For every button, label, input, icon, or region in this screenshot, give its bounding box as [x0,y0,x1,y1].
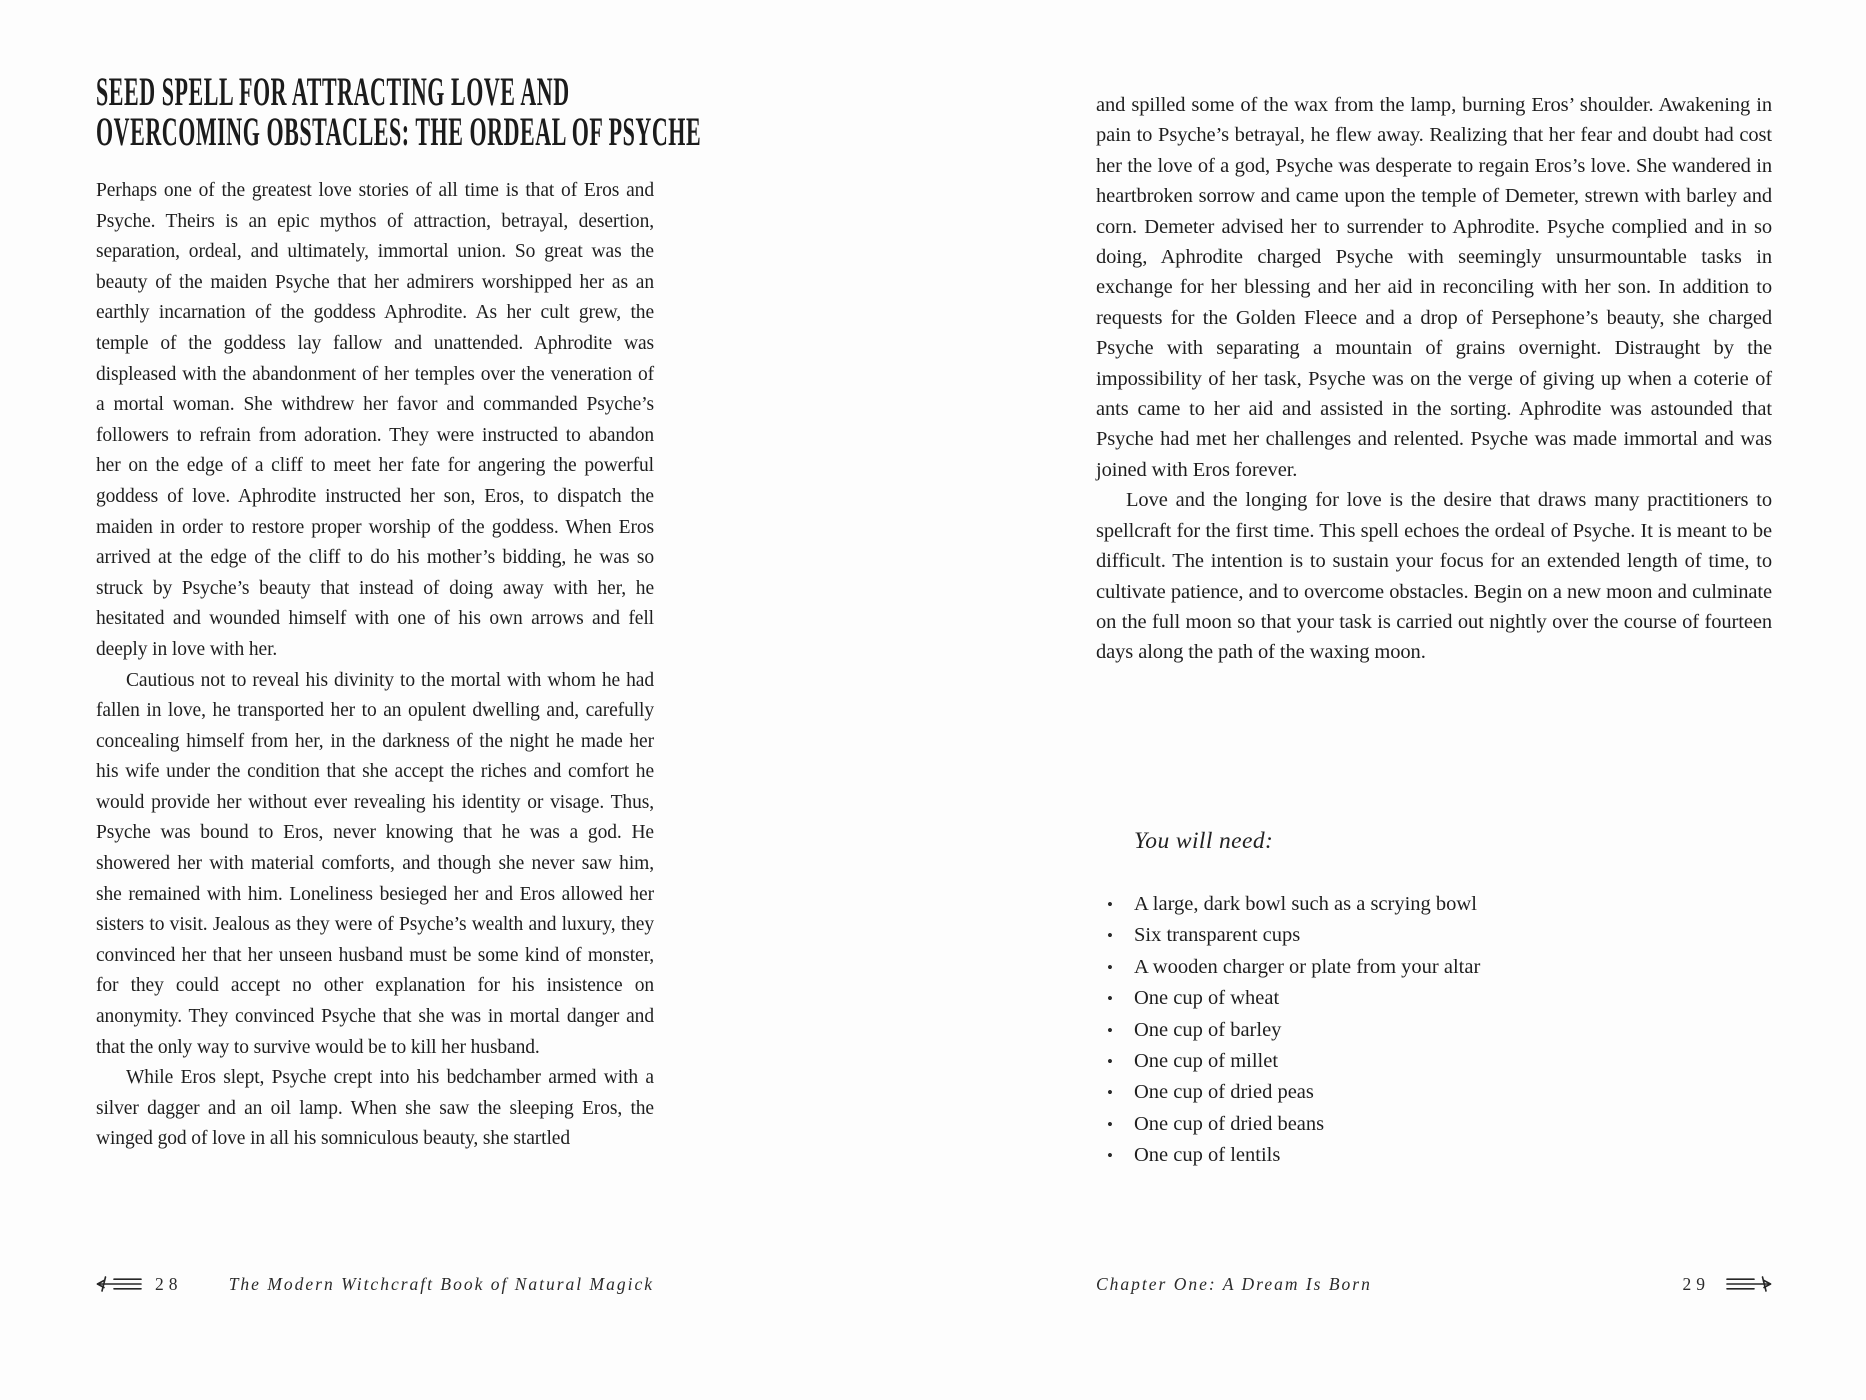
page-left [96,69,702,1155]
heading-line-1: SEED SPELL FOR ATTRACTING LOVE AND [96,69,570,114]
page-number: 28 [155,1273,183,1294]
paragraph: Cautious not to reveal his divinity to the mortal with whom he had fallen in love, he transported her to an opulent dwelling and, carefully concealing himself from her, in the darkness of the night he made her his wife under the condition that she accept the riches and comfort he would provide her without ever revealing his identity or visage. Thus, Psyche was bound to Eros, never knowing that he was a god. He showered her with material comforts, and though she never saw him, she remained with him. Loneliness besieged her and Eros allowed her sisters to visit. Jealous as they were of Psyche’s wealth and luxury, they convinced her that her unseen husband must be some kind of monster, for they could accept no other explanation for his insistence on anonymity. They convinced Psyche that she was in mortal danger and that the only way to survive would be to kill her husband. [96,669,654,1058]
list-item: • One cup of millet [1096,1046,1772,1077]
supplies-list [1096,889,1772,1172]
page-number: 29 [1682,1273,1710,1294]
list-item: • One cup of lentils [1096,1140,1772,1171]
list-item: • One cup of dried beans [1096,1109,1772,1140]
list-item: • A wooden charger or plate from your altar [1096,952,1772,983]
heading-line-2: OVERCOMING OBSTACLES: THE ORDEAL OF PSYCHE [96,109,702,154]
list-item: • One cup of barley [1096,1015,1772,1046]
arrow-left-ornament-icon [96,1275,142,1293]
footer-right [1096,1270,1772,1298]
paragraph: and spilled some of the wax from the lamp, burning Eros’ shoulder. Awakening in pain to Psyche’s betrayal, he flew away. Realizing that her fear and doubt had cost her the love of a god, Psyche was desperate to regain Eros’s love. She wandered in heartbroken sorrow and came upon the temple of Demeter, strewn with barley and corn. Demeter advised her to surrender to Aphrodite. Psyche complied and in so doing, Aphrodite charged Psyche with seemingly unsurmountable tasks in exchange for her blessing and her aid in reconciling with her son. In addition to requests for the Golden Fleece and a drop of Persephone’s beauty, she charged Psyche with separating a mountain of grains overnight. Distraught by the impossibility of her task, Psyche was on the verge of giving up when a coterie of ants came to her aid and assisted in the sorting. Aphrodite was astounded that Psyche had met her challenges and relented. Psyche was made immortal and was joined with Eros forever. [1096,94,1772,481]
arrow-right-ornament-icon [1726,1275,1772,1293]
you-will-need-heading: You will need: [1134,828,1274,854]
book-title: The Modern Witchcraft Book of Natural Magick [228,1273,654,1294]
paragraph: While Eros slept, Psyche crept into his bedchamber armed with a silver dagger and an oil lamp. When she saw the sleeping Eros, the winged god of love in all his somniculous beauty, she startled [96,1067,654,1150]
list-item: • One cup of wheat [1096,983,1772,1014]
footer-left [96,1270,654,1298]
list-item: • One cup of dried peas [1096,1077,1772,1108]
paragraph: Love and the longing for love is the desire that draws many practitioners to spellcraft for the first time. This spell echoes the ordeal of Psyche. It is meant to be difficult. The intention is to sustain your focus for an extended length of time, to cultivate patience, and to overcome obstacles. Begin on a new moon and culminate on the full moon so that your task is carried out nightly over the course of fourteen days along the path of the waxing moon. [1096,489,1772,664]
list-item: • A large, dark bowl such as a scrying bowl [1096,889,1772,920]
section-heading [96,69,702,154]
list-item: • Six transparent cups [1096,920,1772,951]
page-right [1096,90,1772,668]
chapter-title: Chapter One: A Dream Is Born [1096,1273,1372,1294]
paragraph: Perhaps one of the greatest love stories of all time is that of Eros and Psyche. Theirs is an epic mythos of attraction, betrayal, desertion, separation, ordeal, and ultimately, immortal union. So great was the beauty of the maiden Psyche that her admirers worshipped her as an earthly incarnation of the goddess Aphrodite. As her cult grew, the temple of the goddess lay fallow and unattended. Aphrodite was displeased with the abandonment of her temples over the veneration of a mortal woman. She withdrew her favor and commanded Psyche’s followers to refrain from adoration. They were instructed to abandon her on the edge of a cliff to meet her fate for angering the powerful goddess of love. Aphrodite instructed her son, Eros, to dispatch the maiden in order to restore proper worship of the goddess. When Eros arrived at the edge of the cliff to do his mother’s bidding, he was so struck by Psyche’s beauty that instead of doing away with her, he hesitated and wounded himself with one of his own arrows and fell deeply in love with her. [96,180,654,660]
you-will-need-section [1096,828,1772,1172]
